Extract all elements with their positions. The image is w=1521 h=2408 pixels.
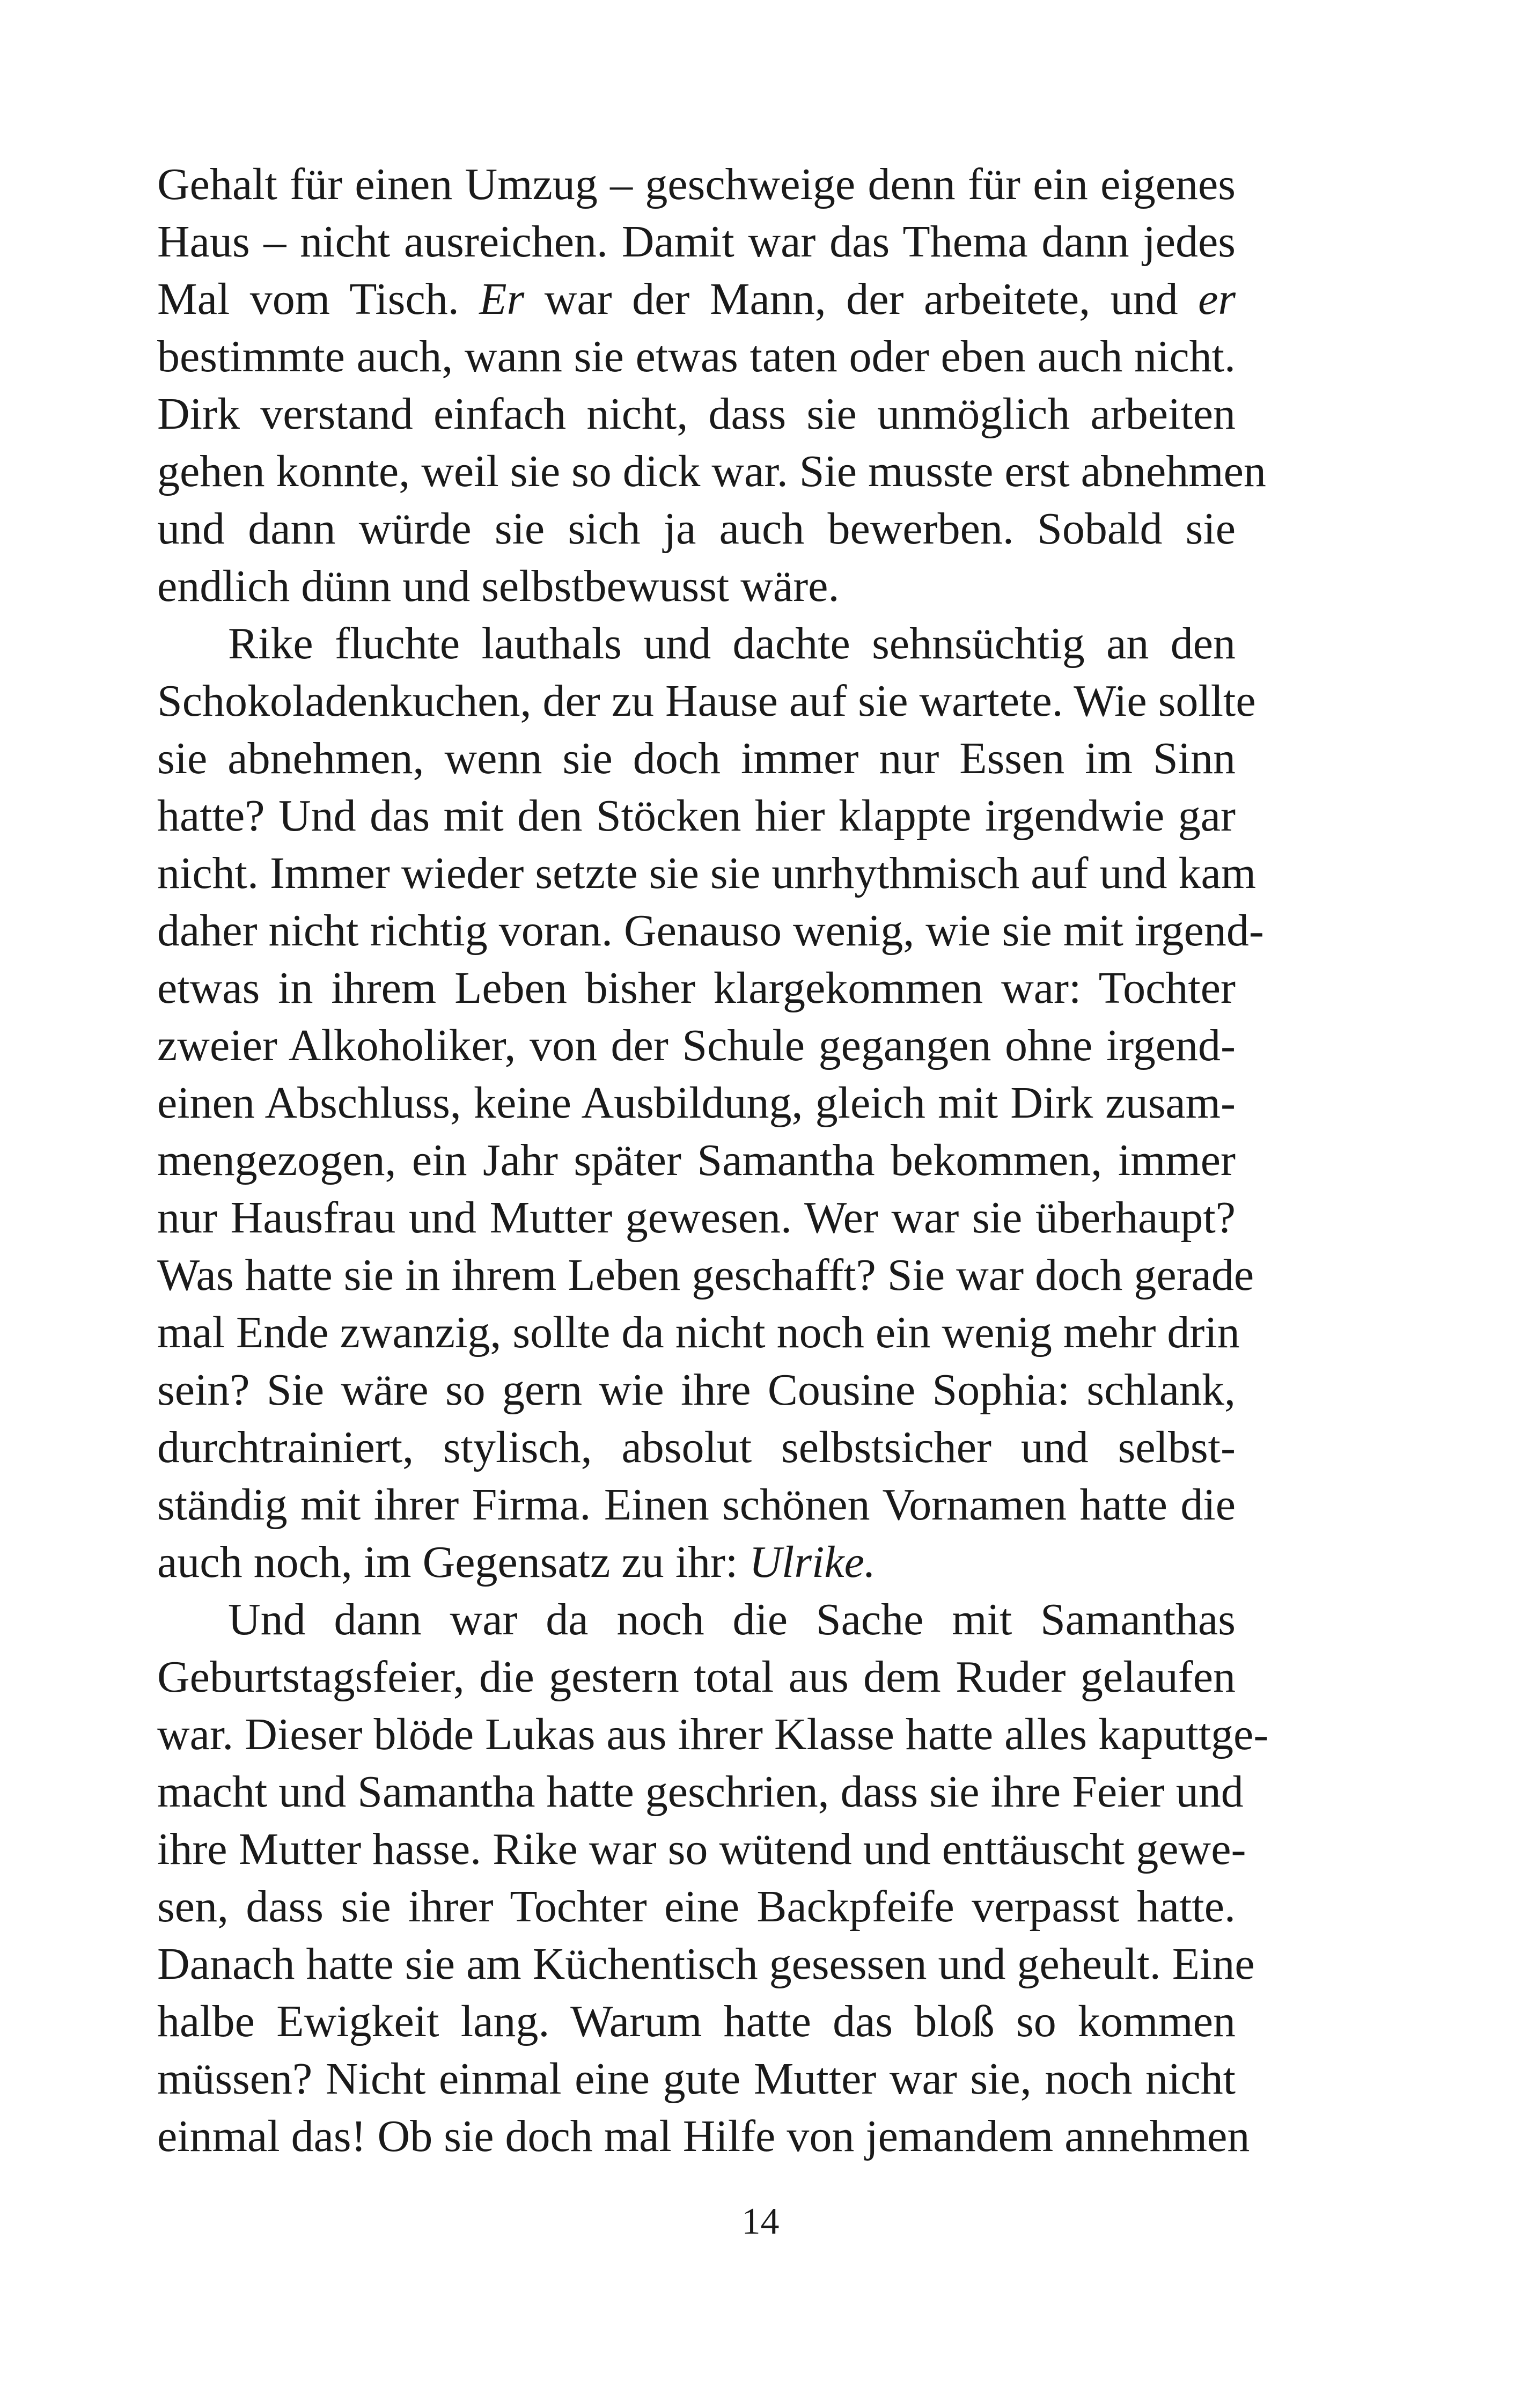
emphasis-word: Ulrike. bbox=[749, 1537, 876, 1587]
text-line: nicht. Immer wieder setzte sie sie unrhythmisch auf und kam bbox=[157, 848, 1257, 898]
text-line: nur Hausfrau und Mutter gewesen. Wer war sie überhaupt? bbox=[157, 1193, 1236, 1243]
page-number: 14 bbox=[741, 2201, 780, 2242]
emphasis-word: Er bbox=[479, 274, 525, 324]
text-line: macht und Samantha hatte geschrien, dass sie ihre Feier und bbox=[157, 1767, 1244, 1817]
text-line: sen, dass sie ihrer Tochter eine Backpfeife verpasst hatte. bbox=[157, 1882, 1236, 1932]
text-line: etwas in ihrem Leben bisher klargekommen war: Tochter bbox=[157, 963, 1236, 1013]
paragraph-start-line: Rike fluchte lauthals und dachte sehnsüchtig an den bbox=[228, 619, 1236, 669]
text-line: Schokoladenkuchen, der zu Hause auf sie wartete. Wie sollte bbox=[157, 676, 1256, 726]
text-line: gehen konnte, weil sie so dick war. Sie musste erst abnehmen bbox=[157, 446, 1266, 496]
text-line: sie abnehmen, wenn sie doch immer nur Essen im Sinn bbox=[157, 733, 1236, 783]
body-text bbox=[157, 156, 1269, 2165]
text-line: Geburtstagsfeier, die gestern total aus dem Ruder gelaufen bbox=[157, 1652, 1236, 1702]
text-line: müssen? Nicht einmal eine gute Mutter war sie, noch nicht bbox=[157, 2054, 1236, 2104]
text-line: sein? Sie wäre so gern wie ihre Cousine Sophia: schlank, bbox=[157, 1365, 1236, 1415]
text-line: einmal das! Ob sie doch mal Hilfe von jemandem annehmen bbox=[157, 2111, 1250, 2161]
text-line: bestimmte auch, wann sie etwas taten oder eben auch nicht. bbox=[157, 332, 1236, 381]
text-line: ihre Mutter hasse. Rike war so wütend und enttäuscht gewe- bbox=[157, 1824, 1246, 1874]
text-line: Mal vom Tisch. Er war der Mann, der arbeitete, und er bbox=[157, 274, 1236, 324]
text-line: hatte? Und das mit den Stöcken hier klappte irgendwie gar bbox=[157, 791, 1236, 841]
text-line: Was hatte sie in ihrem Leben geschafft? Sie war doch gerade bbox=[157, 1250, 1254, 1300]
text-line: halbe Ewigkeit lang. Warum hatte das bloß so kommen bbox=[157, 1996, 1236, 2046]
text-line: und dann würde sie sich ja auch bewerben. Sobald sie bbox=[157, 504, 1236, 554]
text-line: daher nicht richtig voran. Genauso wenig, wie sie mit irgend- bbox=[157, 906, 1264, 956]
text-line: mengezogen, ein Jahr später Samantha bekommen, immer bbox=[157, 1135, 1236, 1185]
emphasis-word: er bbox=[1198, 274, 1236, 324]
text-line: mal Ende zwanzig, sollte da nicht noch ein wenig mehr drin bbox=[157, 1308, 1240, 1357]
text-line: einen Abschluss, keine Ausbildung, gleich mit Dirk zusam- bbox=[157, 1078, 1236, 1128]
text-line: Dirk verstand einfach nicht, dass sie unmöglich arbeiten bbox=[157, 389, 1236, 439]
text-line: auch noch, im Gegensatz zu ihr: Ulrike. bbox=[157, 1537, 876, 1587]
text-line: Gehalt für einen Umzug – geschweige denn für ein eigenes bbox=[157, 159, 1236, 209]
text-line: war. Dieser blöde Lukas aus ihrer Klasse hatte alles kaputtge- bbox=[157, 1709, 1269, 1759]
text-line: Danach hatte sie am Küchentisch gesessen und geheult. Eine bbox=[157, 1939, 1255, 1989]
text-line: zweier Alkoholiker, von der Schule gegangen ohne irgend- bbox=[157, 1021, 1236, 1070]
paragraph-start-line: Und dann war da noch die Sache mit Samanthas bbox=[228, 1595, 1236, 1645]
text-line: durchtrainiert, stylisch, absolut selbstsicher und selbst- bbox=[157, 1422, 1236, 1472]
text-line: Haus – nicht ausreichen. Damit war das Thema dann jedes bbox=[157, 217, 1236, 267]
text-line: ständig mit ihrer Firma. Einen schönen Vornamen hatte die bbox=[157, 1480, 1236, 1530]
text-line: endlich dünn und selbstbewusst wäre. bbox=[157, 561, 840, 611]
